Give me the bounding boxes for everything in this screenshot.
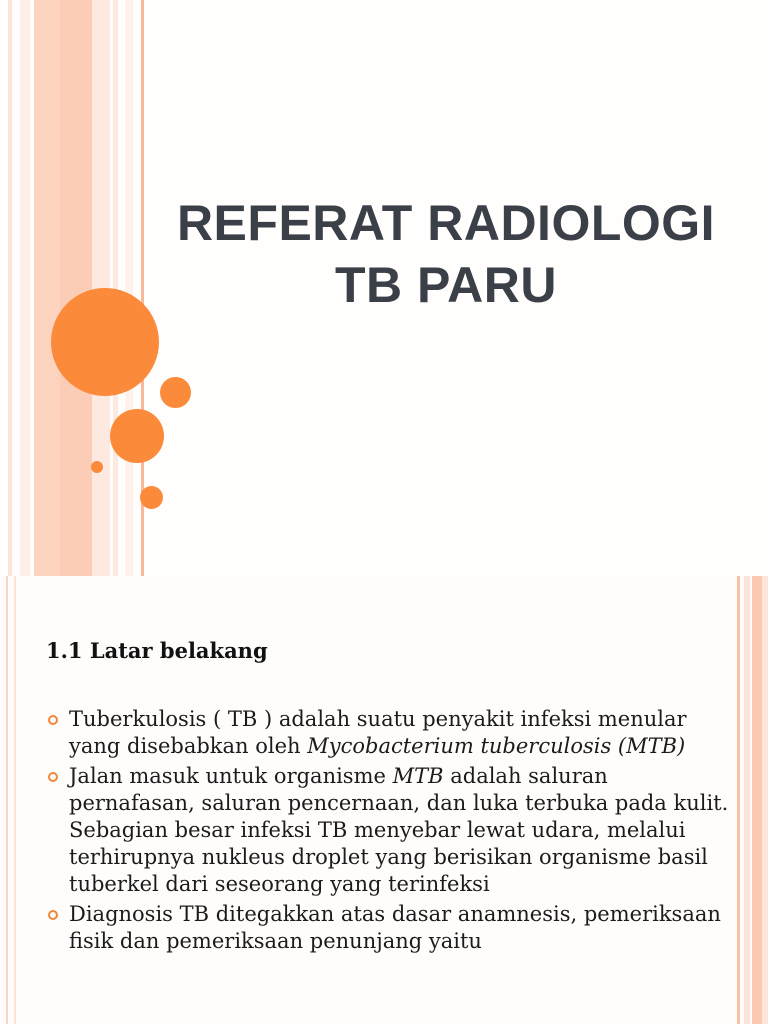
bullet-text: adalah saluran pernafasan, saluran pencernaan, dan luka terbuka pada kulit. Sebagian besar infeksi TB menyebar lewat udara, melalui terhirupnya nukleus droplet yang berisikan organisme basil tuberkel dari seseorang yang terinfeksi: [69, 764, 729, 896]
title-line-1: REFERAT RADIOLOGI: [176, 195, 716, 251]
bullet-text: Jalan masuk untuk organisme: [69, 764, 393, 788]
decor-stripe: [8, 0, 12, 576]
list-item: [46, 706, 736, 760]
decor-stripe: [14, 576, 16, 1024]
decor-stripe: [125, 0, 133, 576]
decor-stripe: [6, 576, 8, 1024]
bullet-text: Tuberkulosis ( TB ) adalah suatu penyakit infeksi menular yang disebabkan oleh: [69, 707, 687, 758]
decor-circle-small: [91, 461, 103, 473]
bullet-list: [46, 706, 736, 958]
decor-circle: [110, 409, 164, 463]
title-line-2: TB PARU: [334, 257, 557, 313]
decor-stripe: [744, 576, 750, 1024]
section-heading: 1.1 Latar belakang: [46, 638, 268, 663]
decor-circle: [160, 377, 191, 408]
bullet-ring-icon: [48, 772, 58, 782]
decor-stripe: [752, 576, 762, 1024]
decor-circle: [140, 486, 163, 509]
decor-stripe: [762, 576, 768, 1024]
bullet-ring-icon: [48, 715, 58, 725]
decor-stripe: [20, 0, 30, 576]
bullet-ring-icon: [48, 910, 58, 920]
decor-stripe: [60, 0, 92, 576]
decor-stripe: [737, 576, 740, 1024]
slide-title: [146, 192, 746, 316]
list-item: [46, 901, 736, 955]
decor-circle-large: [51, 288, 159, 396]
bullet-text-italic: MTB: [392, 764, 444, 788]
list-item: [46, 763, 736, 898]
bullet-text-italic: Mycobacterium tuberculosis (MTB): [307, 734, 686, 758]
bullet-text: Diagnosis TB ditegakkan atas dasar anamnesis, pemeriksaan fisik dan pemeriksaan penunjang yaitu: [69, 902, 721, 953]
